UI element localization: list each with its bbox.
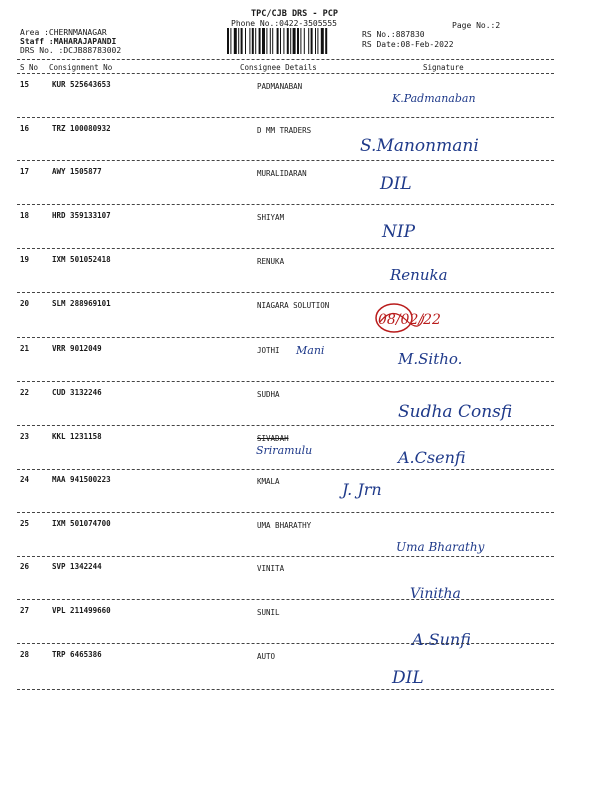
consignment-number: CUD 3132246 bbox=[52, 388, 102, 397]
page-number: Page No.:2 bbox=[452, 21, 501, 30]
rs-number: RS No.:887830 bbox=[362, 30, 425, 39]
handwritten-signature: Renuka bbox=[390, 266, 448, 284]
consignee-name: RENUKA bbox=[257, 257, 285, 266]
phone-number: Phone No.:0422-3505555 bbox=[231, 19, 337, 28]
consignee-name: JOTHI bbox=[257, 346, 280, 355]
handwritten-signature: K.Padmanaban bbox=[392, 92, 476, 105]
consignment-number: IXM 501074700 bbox=[52, 519, 111, 528]
consignee-name: SIVADAH bbox=[257, 434, 289, 443]
consignment-number: KKL 1231158 bbox=[52, 432, 102, 441]
document-title: TPC/CJB DRS - PCP bbox=[251, 9, 338, 19]
handwritten-signature: A.Csenfi bbox=[398, 448, 466, 467]
consignee-name: KMALA bbox=[257, 477, 280, 486]
row-divider bbox=[17, 689, 554, 690]
consignee-name: UMA BHARATHY bbox=[257, 521, 312, 530]
header-bottom-divider bbox=[17, 73, 554, 74]
consignee-name: AUTO bbox=[257, 652, 276, 661]
row-sno: 26 bbox=[20, 562, 30, 571]
consignment-number: HRD 359133107 bbox=[52, 211, 111, 220]
rs-date: RS Date:08-Feb-2022 bbox=[362, 40, 454, 49]
row-sno: 15 bbox=[20, 80, 30, 89]
row-divider bbox=[17, 512, 554, 513]
consignee-name: VINITA bbox=[257, 564, 285, 573]
consignee-name: NIAGARA SOLUTION bbox=[257, 301, 330, 310]
consignee-name: SUNIL bbox=[257, 608, 280, 617]
consignment-number: IXM 501052418 bbox=[52, 255, 111, 264]
handwritten-signature: 08/02/22 bbox=[378, 312, 441, 328]
consignment-number: SLM 288969101 bbox=[52, 299, 111, 308]
handwritten-signature: A.Sunfi bbox=[412, 630, 471, 649]
barcode bbox=[227, 28, 353, 54]
consignment-number: KUR 525643653 bbox=[52, 80, 111, 89]
consignment-number: SVP 1342244 bbox=[52, 562, 102, 571]
row-sno: 27 bbox=[20, 606, 30, 615]
consignee-name: PADMANABAN bbox=[257, 82, 303, 91]
consignment-number: AWY 1505877 bbox=[52, 167, 102, 176]
consignment-number: TRP 6465386 bbox=[52, 650, 102, 659]
column-consignee: Consignee Details bbox=[240, 63, 317, 72]
row-divider bbox=[17, 469, 554, 470]
consignee-name: D MM TRADERS bbox=[257, 126, 312, 135]
row-sno: 25 bbox=[20, 519, 30, 528]
row-divider bbox=[17, 204, 554, 205]
row-divider bbox=[17, 160, 554, 161]
consignee-name: SHIYAM bbox=[257, 213, 285, 222]
handwritten-signature: Vinitha bbox=[410, 586, 461, 602]
handwritten-signature: Sudha Consfi bbox=[398, 402, 513, 422]
handwritten-note: Sriramulu bbox=[256, 444, 313, 457]
drs-number: DRS No. :DCJB88783002 bbox=[20, 46, 122, 55]
handwritten-signature: Uma Bharathy bbox=[396, 540, 485, 554]
column-consignment: Consignment No bbox=[49, 63, 113, 72]
row-sno: 17 bbox=[20, 167, 30, 176]
column-sno: S No bbox=[20, 63, 39, 72]
row-divider bbox=[17, 556, 554, 557]
header-top-divider bbox=[17, 59, 554, 60]
consignment-number: VRR 9012049 bbox=[52, 344, 102, 353]
consignment-number: MAA 941500223 bbox=[52, 475, 111, 484]
consignment-number: TRZ 100080932 bbox=[52, 124, 111, 133]
consignment-number: VPL 211499660 bbox=[52, 606, 111, 615]
row-sno: 28 bbox=[20, 650, 30, 659]
row-sno: 16 bbox=[20, 124, 30, 133]
handwritten-signature: DIL bbox=[392, 668, 424, 688]
consignee-name: SUDHA bbox=[257, 390, 280, 399]
column-signature: Signature bbox=[423, 63, 464, 72]
row-sno: 19 bbox=[20, 255, 30, 264]
row-sno: 24 bbox=[20, 475, 30, 484]
row-sno: 22 bbox=[20, 388, 30, 397]
row-sno: 23 bbox=[20, 432, 30, 441]
row-divider bbox=[17, 117, 554, 118]
consignee-name: MURALIDARAN bbox=[257, 169, 307, 178]
handwritten-signature: M.Sitho. bbox=[398, 350, 463, 368]
row-divider bbox=[17, 337, 554, 338]
ink-stamp-mark bbox=[372, 300, 432, 336]
handwritten-signature: NIP bbox=[382, 222, 416, 242]
row-divider bbox=[17, 292, 554, 293]
row-divider bbox=[17, 643, 554, 644]
handwritten-signature: S.Manonmani bbox=[360, 136, 479, 156]
row-divider bbox=[17, 425, 554, 426]
row-sno: 21 bbox=[20, 344, 30, 353]
handwritten-note: Mani bbox=[296, 344, 325, 357]
row-divider bbox=[17, 381, 554, 382]
row-sno: 18 bbox=[20, 211, 30, 220]
row-divider bbox=[17, 599, 554, 600]
handwritten-signature: DIL bbox=[380, 174, 412, 194]
row-divider bbox=[17, 248, 554, 249]
row-sno: 20 bbox=[20, 299, 30, 308]
area-label: Area :CHERNMANAGAR bbox=[20, 28, 107, 37]
staff-label: Staff :MAHARAJAPANDI bbox=[20, 37, 117, 46]
handwritten-signature: J. Jrn bbox=[342, 480, 382, 499]
